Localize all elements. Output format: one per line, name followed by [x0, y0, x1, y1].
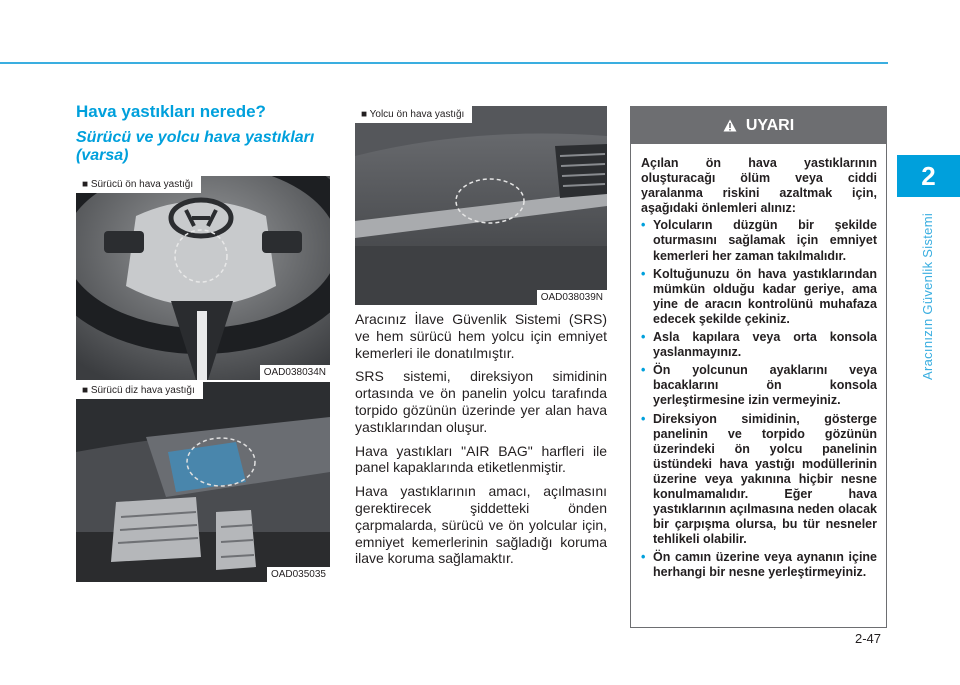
warning-box — [630, 106, 887, 628]
body-paragraph: Aracınız İlave Güvenlik Sistemi (SRS) ve hem sürücü hem yolcu için emniyet kemerleri ile donatılmıştır. — [355, 311, 607, 361]
body-paragraph: Hava yastıkları "AIR BAG" harfleri ile panel kapaklarında etiketlenmiştir. — [355, 442, 607, 476]
warning-list — [641, 218, 877, 580]
warning-header — [631, 107, 886, 144]
warning-item: • Yolcuların düzgün bir şekilde oturmasını sağlamak için emniyet kemerleri her zaman takılmalıdır. — [641, 218, 877, 263]
section-subheading: Sürücü ve yolcu hava yastıkları (varsa) — [76, 129, 315, 164]
warning-body — [631, 144, 886, 581]
driver-airbag-photo — [76, 176, 330, 380]
dashboard-illustration — [355, 106, 607, 305]
knee-airbag-photo — [76, 382, 330, 582]
warning-title: UYARI — [745, 116, 795, 134]
warning-item: • Ön yolcunun ayaklarını veya bacaklarını ön konsola yerleştirmesine izin vermeyiniz. — [641, 363, 877, 408]
figure-code: OAD035035 — [267, 567, 330, 582]
warning-intro: Açılan ön hava yastıklarının oluşturacağı ölüm veya ciddi yaralanma riskini azaltmak için, aşağıdaki önlemleri alınız: — [641, 156, 877, 216]
body-paragraph: Hava yastıklarının amacı, açılmasını gerektirecek şiddetteki önden çarpmalarda, sürücü ve ön yolcular için, emniyet kemerlerinin sağladığı koruma ilave koruma sağlamaktır. — [355, 483, 607, 567]
figure-caption: ■ Sürücü ön hava yastığı — [76, 176, 201, 193]
footwell-illustration — [76, 382, 330, 582]
chapter-number-tab: 2 — [897, 155, 960, 197]
header-rule — [0, 62, 888, 64]
passenger-airbag-photo — [355, 106, 607, 305]
page-number: 2-47 — [855, 631, 882, 646]
figure-caption: ■ Yolcu ön hava yastığı — [355, 106, 472, 123]
section-heading: Hava yastıkları nerede? — [76, 102, 266, 121]
warning-item: • Asla kapılara veya orta konsola yaslanmayınız. — [641, 330, 877, 360]
steering-wheel-illustration — [76, 176, 330, 380]
warning-item: • Koltuğunuzu ön hava yastıklarından mümkün olduğu kadar geriye, ama yine de aracın kontrolünü muhafaza edecek şekilde çekiniz. — [641, 267, 877, 327]
chapter-title-vertical: Aracınızın Güvenlik Sistemi — [920, 212, 936, 380]
warning-item: • Direksiyon simidinin, gösterge panelinin ve torpido gözünün üzerindeki ön yolcu panelinin üstündeki hava yastığı modüllerinin üzerine veya yakınına hiçbir nesne konulmamalıdır. Eğer hava yastıklarının açılmasına neden olacak bir çarpışma olursa, bu tür nesneler tehlikeli olabilir. — [641, 412, 877, 548]
figure-caption: ■ Sürücü diz hava yastığı — [76, 382, 203, 399]
figure-code: OAD038039N — [537, 290, 607, 305]
warning-triangle-icon — [723, 119, 737, 132]
warning-item: • Ön camın üzerine veya aynanın içine herhangi bir nesne yerleştirmeyiniz. — [641, 550, 877, 580]
figure-code: OAD038034N — [260, 365, 330, 380]
body-paragraph: SRS sistemi, direksiyon simidinin ortasında ve ön panelin yolcu tarafında torpido gözünün üzerinde yer alan hava yastıklarından oluşur. — [355, 368, 607, 435]
body-text — [355, 311, 607, 574]
